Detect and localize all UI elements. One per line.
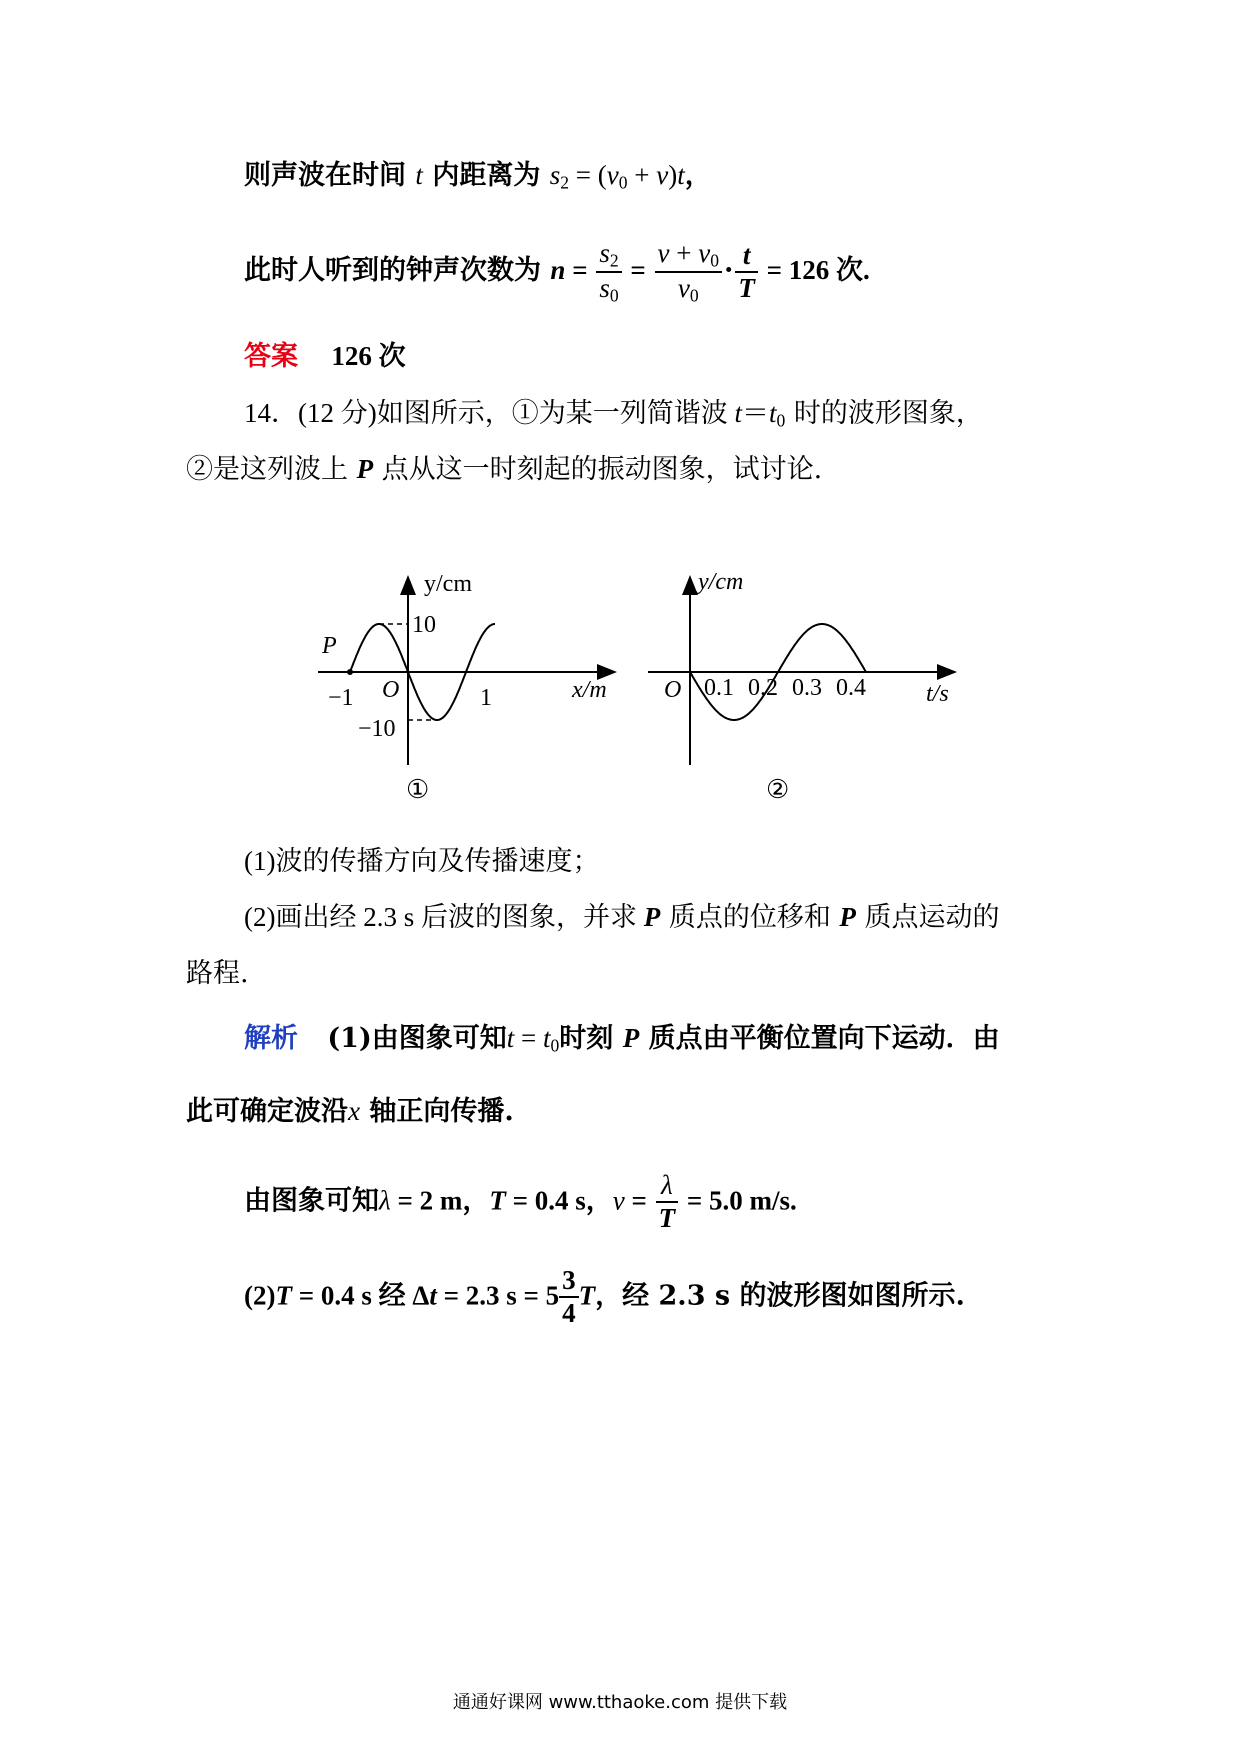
fraction-t-T: $\frac{t}{T}$	[735, 240, 758, 304]
subquestion-2-line-2: 路程.	[186, 958, 249, 989]
solution-line-count: 此时人听到的钟声次数为 n = $\frac{s_2}{s_0}$ = $\frac{v + v_0}{v_0}$ · $\frac{t}{T}$ = 126 次.	[244, 238, 870, 305]
answer-line	[244, 343, 406, 370]
analysis-label: 解析	[244, 1023, 298, 1054]
figure1-y-label: y/cm	[424, 571, 472, 597]
figure1-tick-neg1: −1	[328, 685, 354, 711]
figure2-tick-02: 0.2	[748, 675, 778, 701]
figure2-tick-03: 0.3	[792, 675, 822, 701]
figure2-origin: O	[664, 677, 682, 703]
figure1-caption: ①	[406, 775, 430, 804]
wave-figures	[0, 555, 1240, 885]
answer-label: 答案	[244, 341, 298, 372]
figure1-point-label: P	[322, 633, 337, 659]
subquestion-2-line-1: (2)画出经 2.3 s 后波的图象，并求 P 质点的位移和 P 质点运动的	[244, 902, 1000, 933]
figure1-point-p	[347, 669, 353, 675]
fraction-three-quarters: $\frac{3}{4}$	[559, 1265, 579, 1329]
figure1-origin: O	[382, 677, 400, 703]
figure2-x-label: t/s	[926, 681, 949, 707]
analysis-line-2: 此可确定波沿x 轴正向传播.	[186, 1096, 514, 1127]
solution-line-distance: 则声波在时间 t 内距离为 $s_2 = (v_0 + v)t$，	[244, 160, 712, 193]
figure1-tick-10: 10	[412, 612, 436, 638]
figure2-y-label: y/cm	[698, 569, 744, 595]
figure2-tick-01: 0.1	[704, 675, 734, 701]
answer-value: 126 次	[331, 341, 406, 371]
analysis-line-4: (2)T = 0.4 s 经 Δt = 2.3 s = 5 $\frac{3}{4}$ T，经 2.3 s 的波形图如图所示.	[244, 1265, 965, 1329]
question-14-line-2: ②是这列波上 P 点从这一时刻起的振动图象，试讨论.	[186, 454, 823, 485]
fraction-s2-s0: $\frac{s_2}{s_0}$	[596, 238, 621, 305]
analysis-line-3: 由图象可知λ = 2 m，T = 0.4 s，v = $\frac{\lambda}{T}$ = 5.0 m/s.	[244, 1170, 797, 1234]
fraction-velocity-ratio: $\frac{v + v_0}{v_0}$	[655, 238, 722, 305]
figure1-tick-1: 1	[480, 685, 492, 711]
question-14-line-1: 14．(12 分)如图所示，①为某一列简谐波 $t=t_0$ 时的波形图象，	[244, 398, 983, 431]
subquestion-1: (1)波的传播方向及传播速度；	[244, 846, 600, 876]
analysis-line-1: 解析 (1)由图象可知$t = t_0$时刻 P 质点由平衡位置向下运动．由	[244, 1023, 1000, 1056]
figure1-tick-neg10: −10	[358, 716, 396, 742]
figure1-wave-graph	[318, 571, 615, 804]
page-footer: 通通好课网 www.tthaoke.com 提供下载	[452, 1692, 788, 1713]
figure2-caption: ②	[766, 775, 790, 804]
figure2-vibration-graph	[648, 569, 955, 804]
figure1-x-label: x/m	[572, 677, 607, 703]
figure2-tick-04: 0.4	[836, 675, 866, 701]
fraction-lambda-T: $\frac{\lambda}{T}$	[656, 1170, 679, 1234]
